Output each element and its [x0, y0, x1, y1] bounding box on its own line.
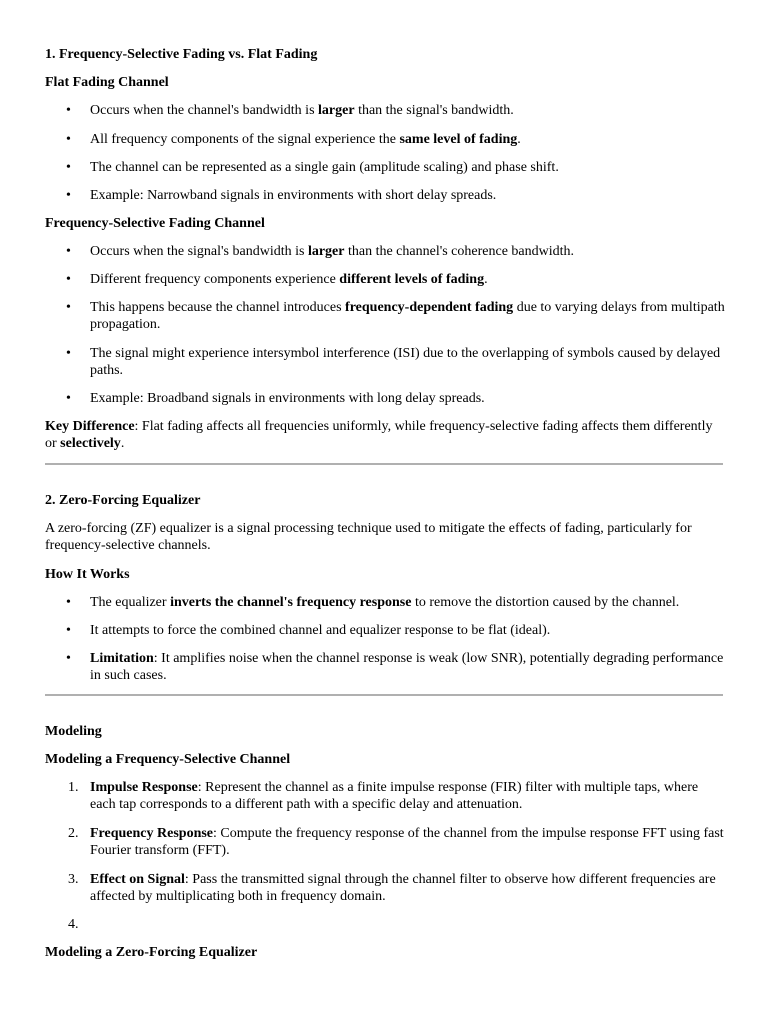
list-item: The equalizer inverts the channel's frequency response to remove the distortion caused by the channel.	[90, 595, 680, 610]
list-number: 3.	[68, 872, 79, 887]
list-item: It attempts to force the combined channel and equalizer response to be flat (ideal).	[90, 623, 551, 638]
bullet-icon: •	[66, 346, 71, 361]
section-title-fading: 1. Frequency-Selective Fading vs. Flat Fading	[45, 47, 318, 62]
bullet-icon: •	[66, 188, 71, 203]
bullet-icon: •	[66, 160, 71, 175]
bullet-icon: •	[66, 300, 71, 315]
list-item: Different frequency components experience different levels of fading.	[90, 272, 488, 287]
section-divider	[45, 463, 723, 465]
list-item: All frequency components of the signal experience the same level of fading.	[90, 132, 521, 147]
list-item: Effect on Signal: Pass the transmitted signal through the channel filter to observe how different frequencies are affected by multiplicating both in frequency domain.	[90, 872, 716, 904]
subheading-how-it-works: How It Works	[45, 567, 130, 582]
bullet-icon: •	[66, 103, 71, 118]
subheading-frequency-selective: Frequency-Selective Fading Channel	[45, 216, 265, 231]
section-divider	[45, 694, 723, 696]
list-item: This happens because the channel introduces frequency-dependent fading due to varying delays from multipath propagation.	[90, 300, 725, 332]
list-item: Example: Broadband signals in environments with long delay spreads.	[90, 391, 485, 406]
list-number: 4.	[68, 917, 79, 932]
subheading-modeling-zf-equalizer: Modeling a Zero-Forcing Equalizer	[45, 945, 258, 960]
bullet-icon: •	[66, 132, 71, 147]
key-difference-paragraph: Key Difference: Flat fading affects all frequencies uniformly, while frequency-selective fading affects them differently or selectively.	[45, 419, 713, 451]
bullet-icon: •	[66, 651, 71, 666]
list-item: Frequency Response: Compute the frequency response of the channel from the impulse response FFT using fast Fourier transform (FFT).	[90, 826, 724, 858]
list-item: Example: Narrowband signals in environments with short delay spreads.	[90, 188, 497, 203]
list-item: Occurs when the channel's bandwidth is larger than the signal's bandwidth.	[90, 103, 514, 118]
subheading-modeling-fs-channel: Modeling a Frequency-Selective Channel	[45, 752, 291, 767]
list-item: Limitation: It amplifies noise when the channel response is weak (low SNR), potentially degrading performance in such cases.	[90, 651, 724, 683]
zf-intro-paragraph: A zero-forcing (ZF) equalizer is a signal processing technique used to mitigate the effects of fading, particularly for frequency-selective channels.	[45, 521, 692, 553]
list-item: The signal might experience intersymbol interference (ISI) due to the overlapping of symbols caused by delayed paths.	[90, 346, 721, 378]
list-number: 2.	[68, 826, 79, 841]
bullet-icon: •	[66, 272, 71, 287]
bullet-icon: •	[66, 595, 71, 610]
section-title-modeling: Modeling	[45, 724, 102, 739]
bullet-icon: •	[66, 623, 71, 638]
bullet-icon: •	[66, 244, 71, 259]
list-item: Occurs when the signal's bandwidth is larger than the channel's coherence bandwidth.	[90, 244, 575, 259]
subheading-flat-fading: Flat Fading Channel	[45, 75, 169, 90]
section-title-zero-forcing: 2. Zero-Forcing Equalizer	[45, 493, 201, 508]
list-item: Impulse Response: Represent the channel as a finite impulse response (FIR) filter with multiple taps, where each tap corresponds to a different path with a specific delay and attenuation.	[90, 780, 699, 812]
bullet-icon: •	[66, 391, 71, 406]
list-number: 1.	[68, 780, 79, 795]
list-item: The channel can be represented as a single gain (amplitude scaling) and phase shift.	[90, 160, 559, 175]
